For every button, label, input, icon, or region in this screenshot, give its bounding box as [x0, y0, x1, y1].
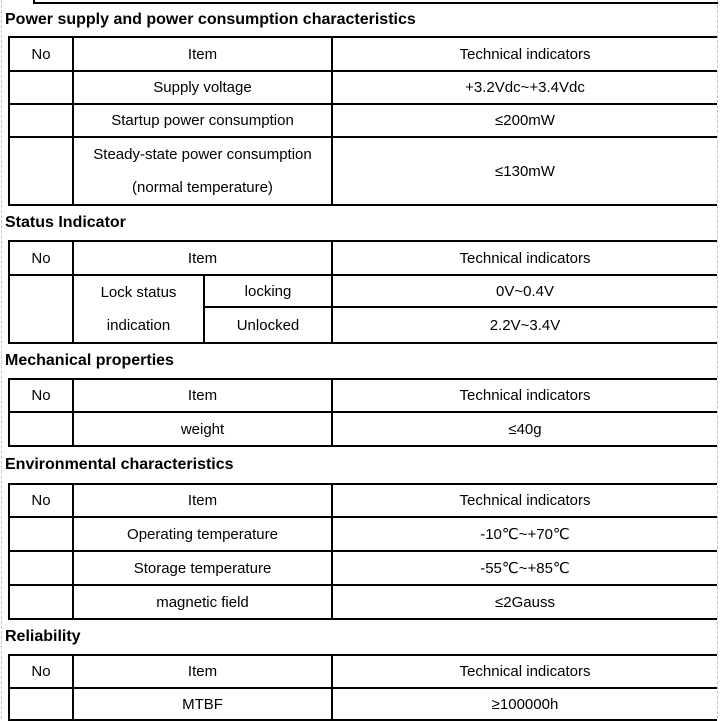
section-heading-mechanical: Mechanical properties [5, 352, 174, 369]
col-header-item: Item [73, 655, 332, 688]
cell-item: magnetic field [73, 585, 332, 619]
page-boundary-right-line [717, 0, 718, 719]
cell-no [9, 688, 73, 720]
cell-value: ≤2Gauss [332, 585, 717, 619]
table-row [9, 412, 717, 446]
cell-item-line-1: Steady-state power consumption [93, 146, 312, 163]
cell-item: Startup power consumption [73, 104, 332, 137]
previous-table-border-tick [33, 0, 35, 4]
section-heading-power-supply: Power supply and power consumption characteristics [5, 11, 416, 28]
cell-value: 0V~0.4V [332, 275, 717, 307]
table-row [9, 275, 717, 307]
col-header-tech: Technical indicators [332, 379, 717, 412]
power-supply-table [8, 36, 717, 206]
previous-table-bottom-border [33, 2, 718, 4]
table-header-row [9, 655, 717, 688]
cell-item: MTBF [73, 688, 332, 720]
col-header-item: Item [73, 379, 332, 412]
col-header-no: No [9, 484, 73, 517]
col-header-no: No [9, 379, 73, 412]
cell-no [9, 551, 73, 585]
col-header-tech: Technical indicators [332, 655, 717, 688]
cell-no [9, 275, 73, 343]
cell-no [9, 517, 73, 551]
col-header-tech: Technical indicators [332, 37, 717, 71]
table-row [9, 137, 717, 205]
cell-value: +3.2Vdc~+3.4Vdc [332, 71, 717, 104]
cell-value: ≥100000h [332, 688, 717, 720]
col-header-item: Item [73, 241, 332, 275]
table-row [9, 517, 717, 551]
cell-item: Operating temperature [73, 517, 332, 551]
cell-no [9, 71, 73, 104]
table-row [9, 104, 717, 137]
section-heading-status-indicator: Status Indicator [5, 214, 126, 231]
cell-sub-item: Unlocked [204, 307, 332, 343]
table-row [9, 71, 717, 104]
mechanical-table [8, 378, 717, 447]
table-row [9, 688, 717, 720]
table-header-row [9, 37, 717, 71]
status-indicator-table [8, 240, 717, 344]
cell-value: ≤130mW [332, 137, 717, 205]
table-header-row [9, 241, 717, 275]
cell-item: weight [73, 412, 332, 446]
cell-lock-status-group [73, 275, 204, 343]
page-boundary-left-line [1, 0, 2, 719]
group-label-line-2: indication [106, 317, 171, 334]
cell-item: Supply voltage [73, 71, 332, 104]
col-header-item: Item [73, 37, 332, 71]
cell-value: ≤200mW [332, 104, 717, 137]
cell-item: Storage temperature [73, 551, 332, 585]
col-header-no: No [9, 37, 73, 71]
cell-item [73, 137, 332, 205]
table-row [9, 585, 717, 619]
cell-value: -10℃~+70℃ [332, 517, 717, 551]
col-header-item: Item [73, 484, 332, 517]
cell-no [9, 104, 73, 137]
environmental-table [8, 483, 717, 620]
cell-value: -55℃~+85℃ [332, 551, 717, 585]
group-label-line-1: Lock status [100, 284, 177, 301]
cell-no [9, 412, 73, 446]
col-header-tech: Technical indicators [332, 241, 717, 275]
cell-no [9, 137, 73, 205]
table-row [9, 551, 717, 585]
section-heading-reliability: Reliability [5, 628, 81, 645]
reliability-table [8, 654, 717, 721]
table-header-row [9, 484, 717, 517]
cell-sub-item: locking [204, 275, 332, 307]
section-heading-environmental: Environmental characteristics [5, 456, 234, 473]
cell-no [9, 585, 73, 619]
col-header-tech: Technical indicators [332, 484, 717, 517]
cell-value: 2.2V~3.4V [332, 307, 717, 343]
col-header-no: No [9, 241, 73, 275]
col-header-no: No [9, 655, 73, 688]
cell-value: ≤40g [332, 412, 717, 446]
cell-item-line-2: (normal temperature) [132, 179, 273, 196]
table-header-row [9, 379, 717, 412]
